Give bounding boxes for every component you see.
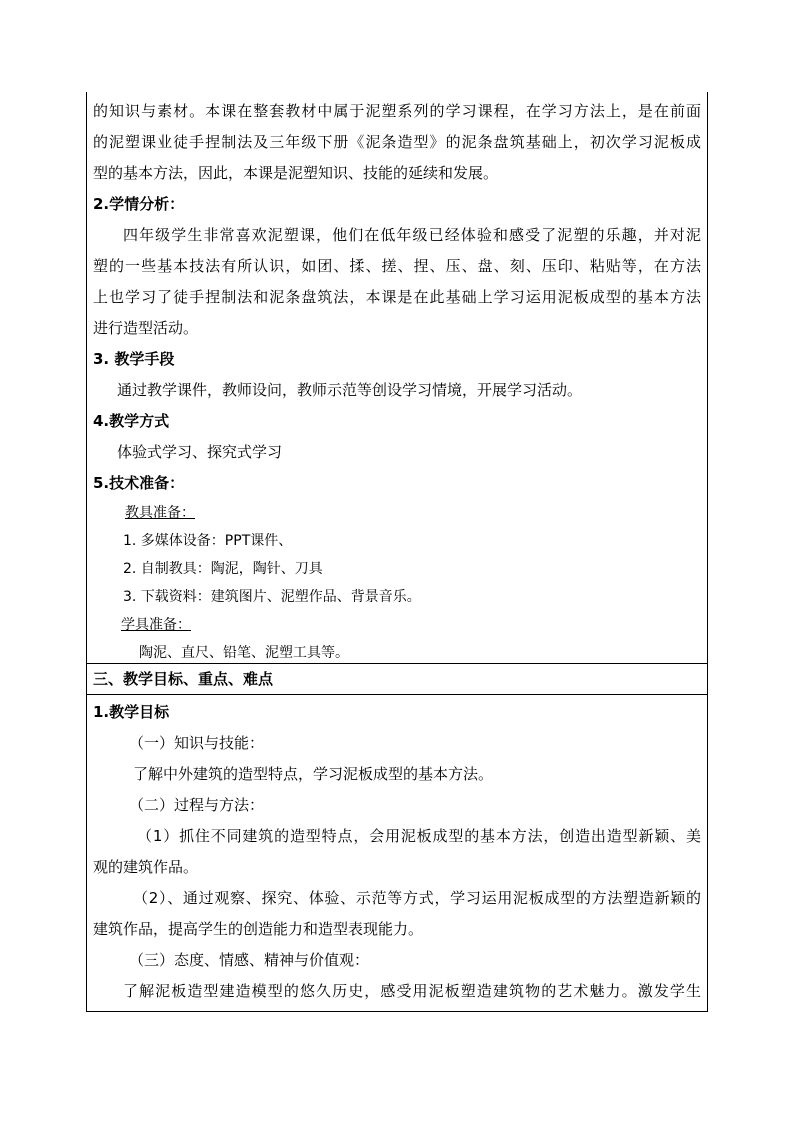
teacher-prep-label: 教具准备： (125, 505, 195, 521)
objective-text: （1）抓住不同建筑的造型特点，会用泥板成型的基本方法，创造出造型新颖、美 (137, 827, 701, 845)
heading-teaching-means: 3. 教学手段 (93, 350, 175, 368)
teacher-item: 2. 自制教具：陶泥，陶针、刀具 (123, 561, 323, 577)
analysis-cell (87, 96, 707, 664)
objective-text: （2）、通过观察、探究、体验、示范等方式，学习运用泥板成型的方法塑造新颖的 (133, 889, 701, 907)
subheading: （三）态度、情感、精神与价值观： (129, 951, 370, 969)
objective-text: 了解泥板造型建造模型的悠久历史，感受用泥板塑造建筑物的艺术魅力。激发学生 (123, 982, 701, 1000)
section-title: 三、教学目标、重点、难点 (93, 670, 274, 688)
heading-objectives: 1.教学目标 (93, 703, 170, 721)
teacher-item: 1. 多媒体设备：PPT课件、 (123, 533, 293, 549)
intro-line: 的泥塑课业徒手捏制法及三年级下册《泥条造型》的泥条盘筑基础上，初次学习泥板成 (93, 133, 701, 151)
teacher-prep-row (93, 499, 701, 527)
teacher-item: 3. 下载资料：建筑图片、泥塑作品、背景音乐。 (123, 589, 421, 605)
intro-line: 的知识与素材。本课在整套教材中属于泥塑系列的学习课程，在学习方法上，是在前面 (93, 102, 701, 120)
paragraph-line: 上也学习了徒手捏制法和泥条盘筑法，本课是在此基础上学习运用泥板成型的基本方法 (93, 288, 701, 306)
heading-tech-prep: 5.技术准备： (93, 474, 185, 492)
heading-teaching-method: 4.教学方式 (93, 412, 170, 430)
subheading: （二）过程与方法： (129, 796, 265, 814)
intro-line: 型的基本方法，因此，本课是泥塑知识、技能的延续和发展。 (93, 164, 499, 182)
objectives-cell (87, 697, 707, 1011)
teaching-means-text: 通过教学课件，教师设问，教师示范等创设学习情境，开展学习活动。 (117, 381, 583, 399)
student-prep-label: 学具准备： (121, 617, 191, 633)
paragraph-line: 进行造型活动。 (93, 319, 199, 337)
teaching-method-text: 体验式学习、探究式学习 (117, 443, 283, 461)
paragraph-line: 四年级学生非常喜欢泥塑课，他们在低年级已经体验和感受了泥塑的乐趣，并对泥 (123, 226, 701, 244)
objective-text: 了解中外建筑的造型特点，学习泥板成型的基本方法。 (133, 765, 494, 783)
heading-student-analysis: 2.学情分析： (93, 195, 185, 213)
student-items-text: 陶泥、直尺、铅笔、泥塑工具等。 (139, 645, 349, 661)
paragraph-line: 塑的一些基本技法有所认识，如团、揉、搓、捏、压、盘、刻、压印、粘贴等，在方法 (93, 257, 701, 275)
section-title-cell (87, 664, 707, 695)
objective-text: 观的建筑作品。 (93, 858, 199, 876)
student-prep-row (93, 611, 701, 639)
lesson-plan-table (86, 92, 708, 1012)
objective-text: 建筑作品，提高学生的创造能力和造型表现能力。 (93, 920, 424, 938)
subheading: （一）知识与技能： (129, 734, 265, 752)
